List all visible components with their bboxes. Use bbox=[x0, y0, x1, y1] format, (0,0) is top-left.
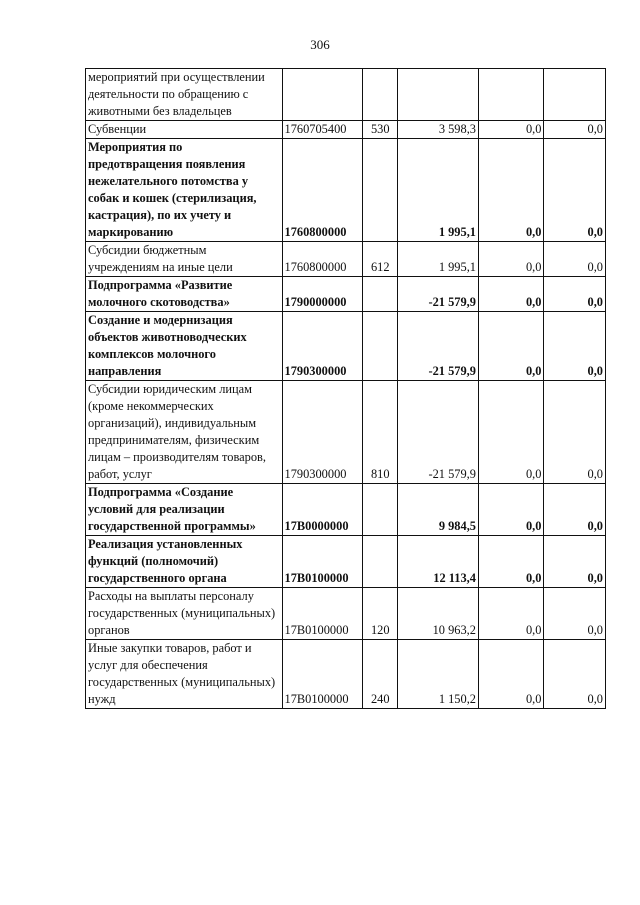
amount-second-cell: 0,0 bbox=[478, 312, 544, 381]
amount-second-cell: 0,0 bbox=[478, 640, 544, 709]
amount-cell: -21 579,9 bbox=[398, 381, 479, 484]
expense-type-cell: 240 bbox=[363, 640, 398, 709]
amount-cell: 10 963,2 bbox=[398, 588, 479, 640]
table-row bbox=[86, 277, 606, 312]
amount-third-cell bbox=[544, 69, 606, 121]
table-row bbox=[86, 381, 606, 484]
expense-type-cell: 120 bbox=[363, 588, 398, 640]
amount-cell: 3 598,3 bbox=[398, 121, 479, 139]
expense-name-cell: Создание и модернизация объектов животноводческих комплексов молочного направления bbox=[86, 312, 283, 381]
amount-third-cell: 0,0 bbox=[544, 312, 606, 381]
expense-name-cell: Иные закупки товаров, работ и услуг для обеспечения государственных (муниципальных) нужд bbox=[86, 640, 283, 709]
amount-third-cell: 0,0 bbox=[544, 381, 606, 484]
expense-type-cell bbox=[363, 312, 398, 381]
amount-second-cell: 0,0 bbox=[478, 536, 544, 588]
target-article-code-cell: 1790000000 bbox=[282, 277, 363, 312]
amount-cell: 1 150,2 bbox=[398, 640, 479, 709]
amount-third-cell: 0,0 bbox=[544, 588, 606, 640]
expense-type-cell: 810 bbox=[363, 381, 398, 484]
target-article-code-cell: 1790300000 bbox=[282, 312, 363, 381]
amount-third-cell: 0,0 bbox=[544, 640, 606, 709]
budget-table bbox=[85, 68, 606, 709]
expense-name-cell: Подпрограмма «Создание условий для реализации государственной программы» bbox=[86, 484, 283, 536]
amount-third-cell: 0,0 bbox=[544, 121, 606, 139]
amount-cell: -21 579,9 bbox=[398, 312, 479, 381]
amount-second-cell: 0,0 bbox=[478, 381, 544, 484]
expense-type-cell bbox=[363, 69, 398, 121]
amount-third-cell: 0,0 bbox=[544, 242, 606, 277]
amount-third-cell: 0,0 bbox=[544, 139, 606, 242]
expense-name-cell: Расходы на выплаты персоналу государственных (муниципальных) органов bbox=[86, 588, 283, 640]
expense-name-cell: Мероприятия по предотвращения появления нежелательного потомства у собак и кошек (стерилизация, кастрация), по их учету и маркированию bbox=[86, 139, 283, 242]
amount-second-cell: 0,0 bbox=[478, 588, 544, 640]
amount-third-cell: 0,0 bbox=[544, 277, 606, 312]
table-row bbox=[86, 312, 606, 381]
amount-cell: -21 579,9 bbox=[398, 277, 479, 312]
amount-second-cell: 0,0 bbox=[478, 139, 544, 242]
table-row bbox=[86, 121, 606, 139]
expense-name-cell: Субвенции bbox=[86, 121, 283, 139]
target-article-code-cell: 17В0100000 bbox=[282, 640, 363, 709]
expense-name-cell: мероприятий при осуществлении деятельности по обращению с животными без владельцев bbox=[86, 69, 283, 121]
amount-third-cell: 0,0 bbox=[544, 536, 606, 588]
table-row bbox=[86, 139, 606, 242]
amount-second-cell: 0,0 bbox=[478, 121, 544, 139]
amount-third-cell: 0,0 bbox=[544, 484, 606, 536]
target-article-code-cell bbox=[282, 69, 363, 121]
target-article-code-cell: 1760800000 bbox=[282, 139, 363, 242]
expense-type-cell bbox=[363, 139, 398, 242]
amount-second-cell bbox=[478, 69, 544, 121]
target-article-code-cell: 17В0100000 bbox=[282, 536, 363, 588]
amount-cell: 1 995,1 bbox=[398, 242, 479, 277]
expense-type-cell bbox=[363, 484, 398, 536]
table-row bbox=[86, 69, 606, 121]
expense-type-cell bbox=[363, 536, 398, 588]
table-row bbox=[86, 640, 606, 709]
table-row bbox=[86, 242, 606, 277]
amount-cell: 9 984,5 bbox=[398, 484, 479, 536]
expense-name-cell: Реализация установленных функций (полномочий) государственного органа bbox=[86, 536, 283, 588]
target-article-code-cell: 1790300000 bbox=[282, 381, 363, 484]
target-article-code-cell: 1760800000 bbox=[282, 242, 363, 277]
table-row bbox=[86, 484, 606, 536]
expense-type-cell: 612 bbox=[363, 242, 398, 277]
amount-cell: 12 113,4 bbox=[398, 536, 479, 588]
page-number: 306 bbox=[310, 37, 330, 52]
expense-name-cell: Субсидии бюджетным учреждениям на иные цели bbox=[86, 242, 283, 277]
amount-second-cell: 0,0 bbox=[478, 484, 544, 536]
target-article-code-cell: 1760705400 bbox=[282, 121, 363, 139]
amount-second-cell: 0,0 bbox=[478, 242, 544, 277]
expense-name-cell: Подпрограмма «Развитие молочного скотоводства» bbox=[86, 277, 283, 312]
table-body bbox=[86, 69, 606, 709]
table-row bbox=[86, 588, 606, 640]
amount-second-cell: 0,0 bbox=[478, 277, 544, 312]
expense-name-cell: Субсидии юридическим лицам (кроме некоммерческих организаций), индивидуальным предпринимателям, физическим лицам – производителям товаров, работ, услуг bbox=[86, 381, 283, 484]
target-article-code-cell: 17В0100000 bbox=[282, 588, 363, 640]
target-article-code-cell: 17В0000000 bbox=[282, 484, 363, 536]
expense-type-cell bbox=[363, 277, 398, 312]
amount-cell bbox=[398, 69, 479, 121]
amount-cell: 1 995,1 bbox=[398, 139, 479, 242]
table-row bbox=[86, 536, 606, 588]
expense-type-cell: 530 bbox=[363, 121, 398, 139]
